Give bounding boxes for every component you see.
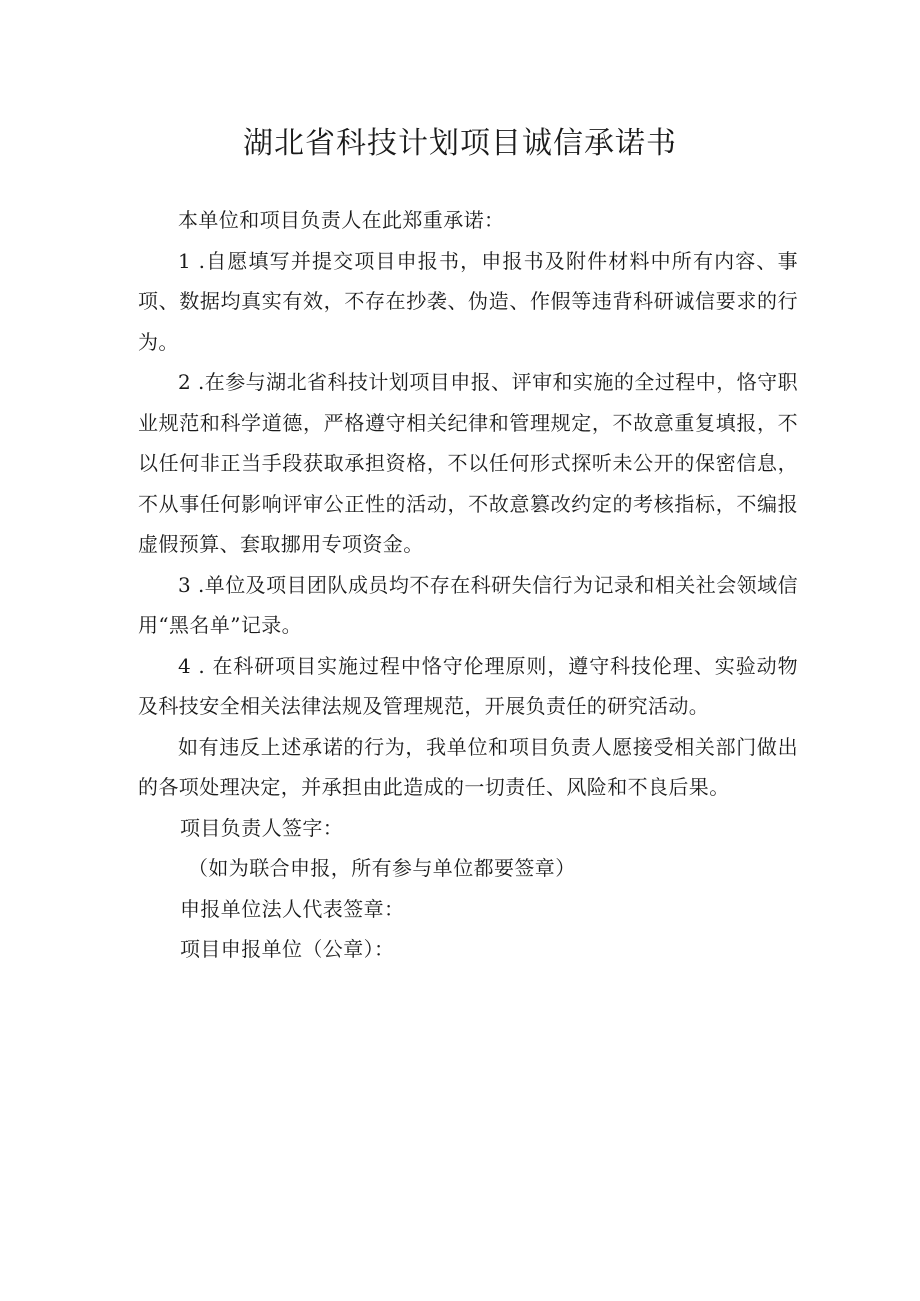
- legal-representative-line: 申报单位法人代表签章：: [180, 896, 405, 921]
- intro-paragraph: 本单位和项目负责人在此郑重承诺：: [178, 208, 505, 232]
- commitment-item-4: 4 . 在科研项目实施过程中恪守伦理原则，遵守科技伦理、实验动物及科技安全相关法律法规及管理规范，开展负责任的研究活动。: [138, 653, 798, 718]
- unit-seal-line: 项目申报单位（公章）：: [180, 937, 395, 961]
- document-title: 湖北省科技计划项目诚信承诺书: [243, 126, 677, 161]
- commitment-item-3: 3 .单位及项目团队成员均不存在科研失信行为记录和相关社会领域信用“黑名单”记录。: [138, 572, 798, 637]
- joint-application-note: （如为联合申报，所有参与单位都要签章）: [188, 856, 576, 880]
- leader-signature-line: 项目负责人签字：: [180, 815, 344, 840]
- commitment-item-1: 1 .自愿填写并提交项目申报书，申报书及附件材料中所有内容、事项、数据均真实有效，不存在抄袭、伪造、作假等违背科研诚信要求的行为。: [138, 248, 798, 354]
- document-body: [138, 200, 798, 970]
- commitment-item-2: 2 .在参与湖北省科技计划项目申报、评审和实施的全过程中，恪守职业规范和科学道德，严格遵守相关纪律和管理规定，不故意重复填报，不以任何非正当手段获取承担资格，不以任何形式探听未公开的保密信息，不从事任何影响评审公正性的活动，不故意篡改约定的考核指标，不编报虚假预算、套取挪用专项资金。: [138, 370, 798, 556]
- closing-paragraph: 如有违反上述承诺的行为，我单位和项目负责人愿接受相关部门做出的各项处理决定，并承担由此造成的一切责任、风险和不良后果。: [138, 734, 798, 799]
